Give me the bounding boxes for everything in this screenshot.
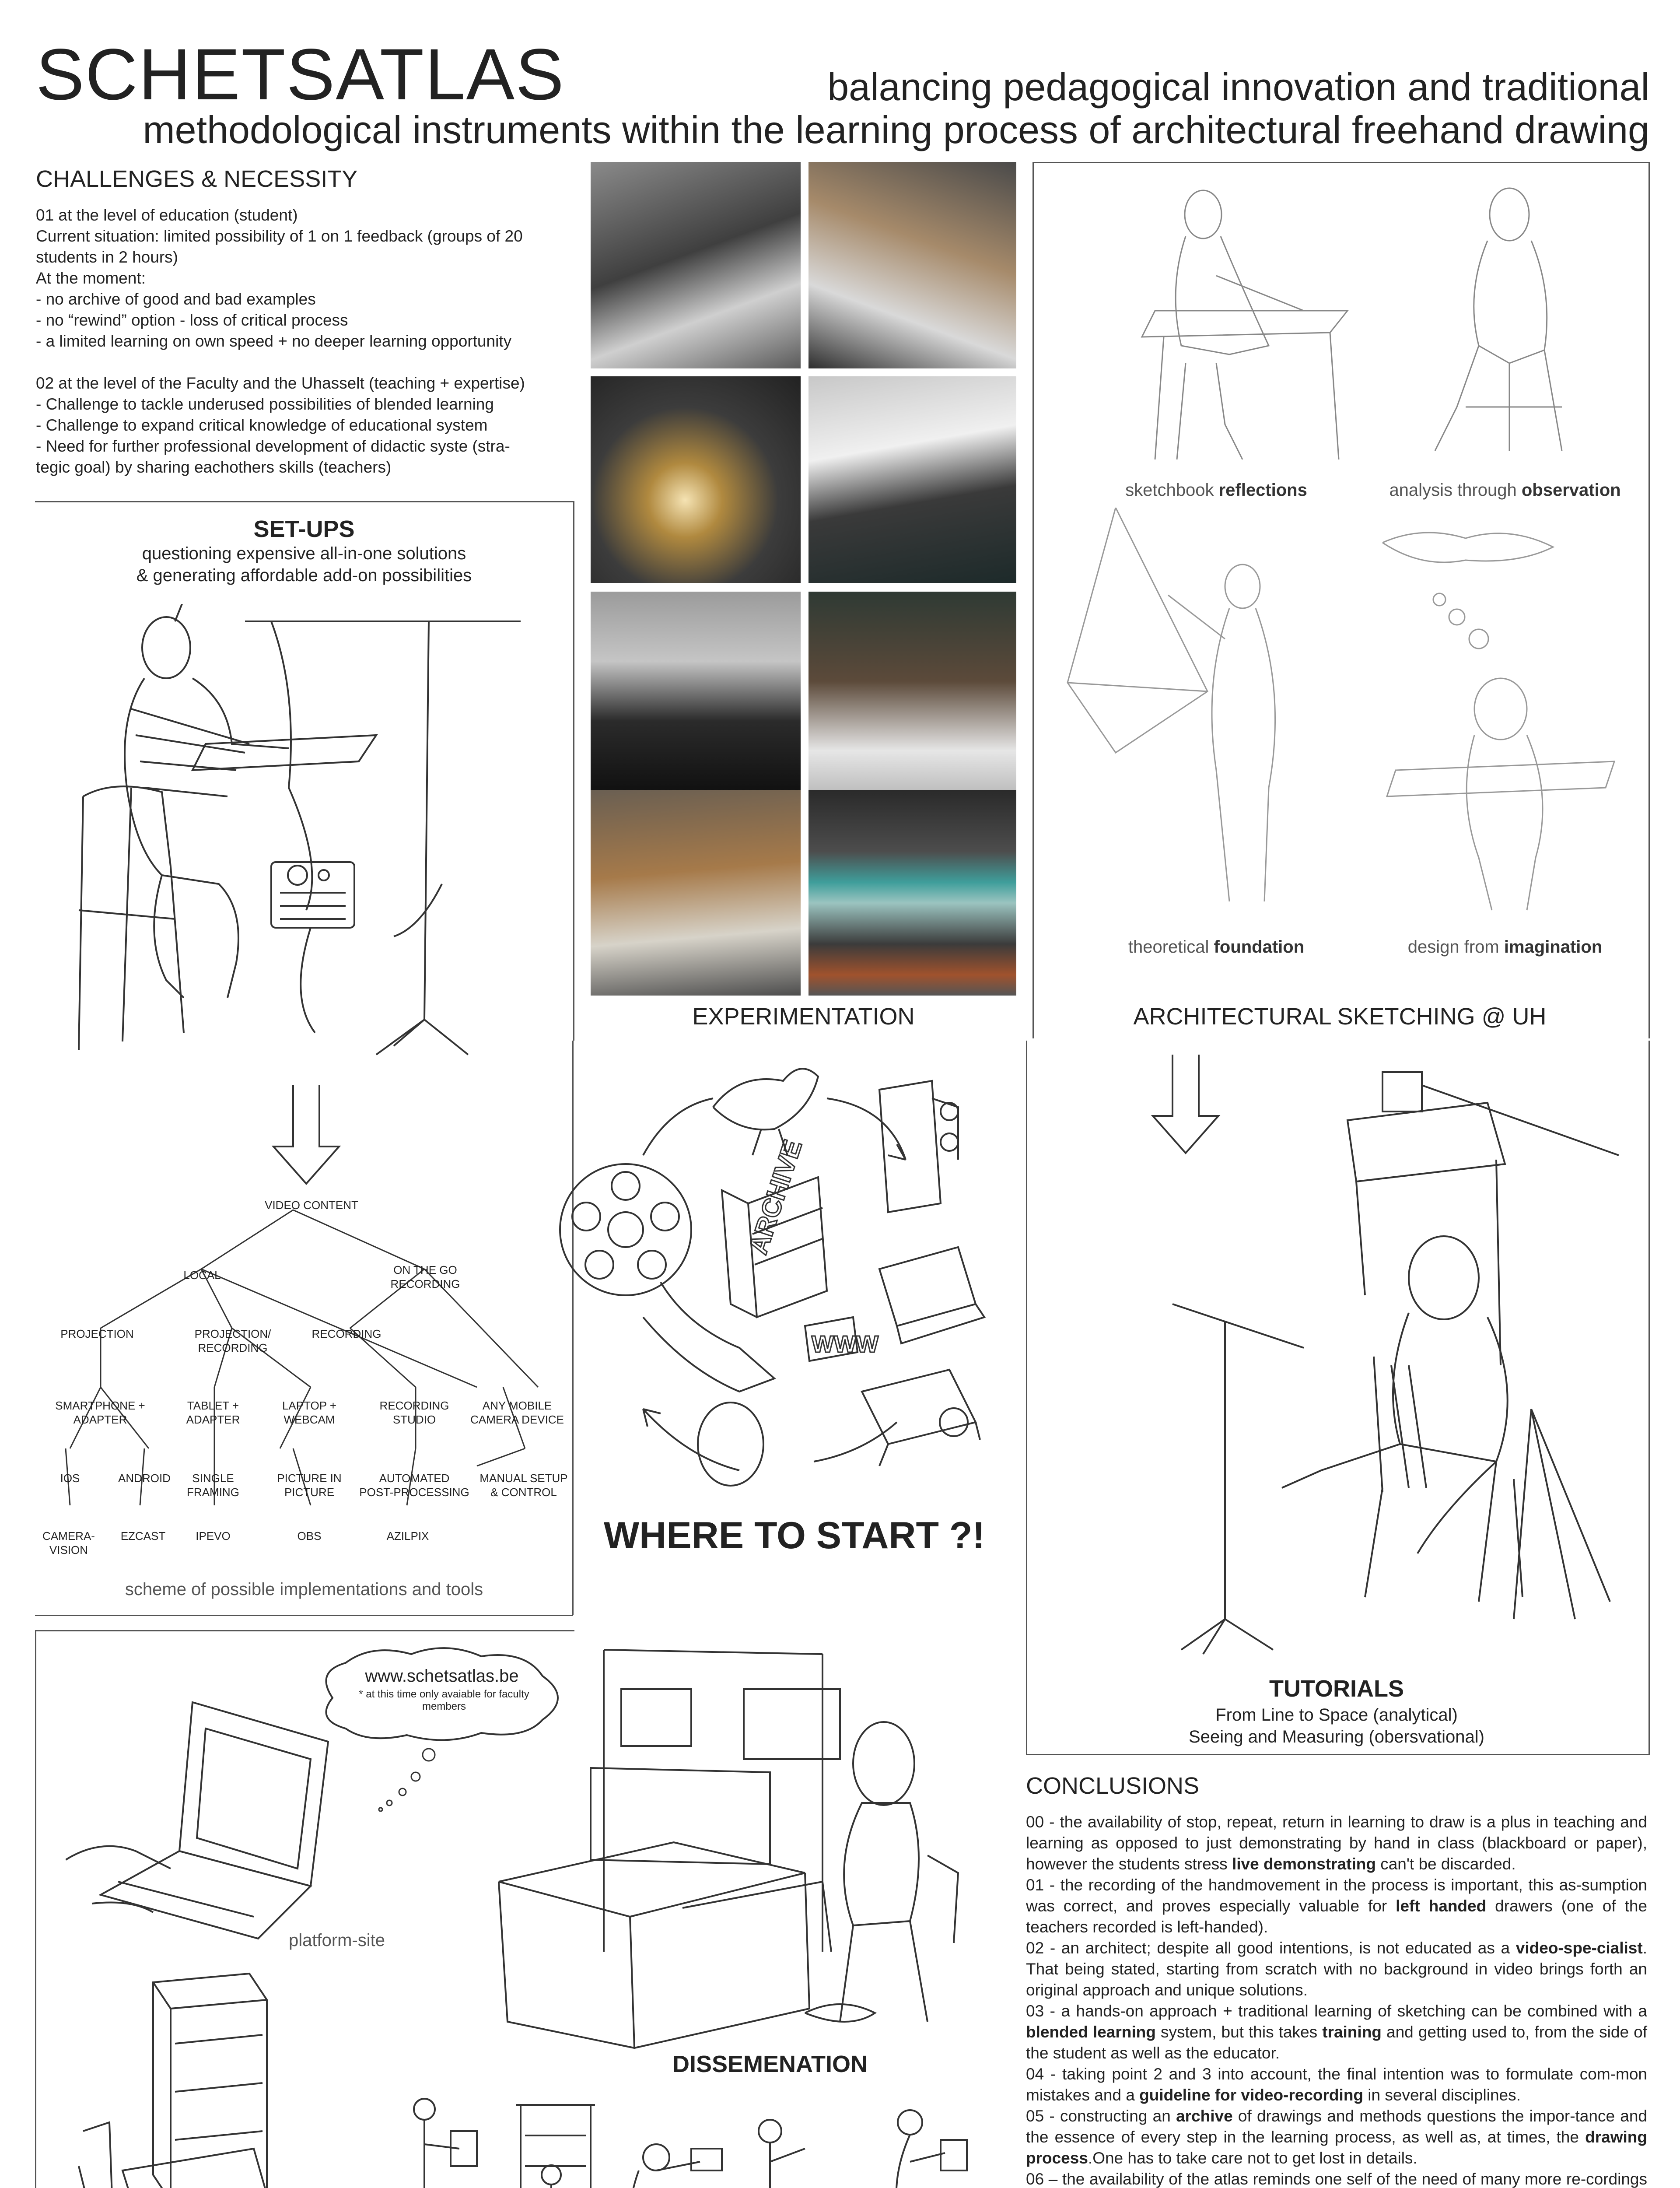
tutorials-line-1: From Line to Space (analytical) (1215, 1705, 1458, 1725)
tree-node-tablet (186, 1399, 240, 1427)
tree-node-pip-l2: PICTURE (284, 1486, 335, 1499)
tree-node-cam-l2: VISION (49, 1543, 88, 1557)
tree-node-pip-l1: PICTURE IN (277, 1472, 342, 1485)
tree-node-pip (277, 1471, 341, 1499)
tree-node-single-l1: SINGLE (192, 1472, 234, 1485)
challenges-line: 02 at the level of the Faculty and the Uhasselt (teaching + expertise) (36, 374, 525, 392)
photo-setup-6 (808, 592, 1016, 791)
setups-line-2: & generating affordable add-on possibilities (136, 566, 472, 585)
tree-node-root: VIDEO CONTENT (265, 1199, 358, 1212)
caption-imagination (1365, 937, 1645, 957)
caption-observation-bold: observation (1521, 480, 1621, 500)
conclusion-emphasis: blended learning (1026, 2023, 1156, 2041)
challenges-line: 01 at the level of education (student) (36, 206, 298, 224)
tree-node-single-framing (187, 1471, 239, 1499)
tree-node-on-the-go (391, 1263, 460, 1291)
caption-foundation-bold: foundation (1214, 937, 1305, 957)
photo-setup-4 (808, 376, 1016, 583)
challenges-line (36, 352, 578, 373)
conclusion-paragraph: 01 - the recording of the handmovement in the process is important, this as-sumption was correct, and proves especially valuable for left handed drawers (one of the teachers recorded is left-handed). (1026, 1876, 1647, 1936)
tree-node-studio-l2: STUDIO (392, 1413, 436, 1426)
down-arrow-icon (271, 1085, 341, 1186)
workstation-drawing (490, 1637, 1015, 2057)
tree-node-auto-l2: POST-PROCESSING (359, 1486, 469, 1499)
poster-subtitle (143, 66, 1649, 151)
photo-setup-2 (808, 162, 1016, 368)
experimentation-caption: EXPERIMENTATION (692, 1003, 915, 1030)
subtitle-line-1: balancing pedagogical innovation and traditional (827, 65, 1649, 109)
protocol-figures-drawing (394, 2096, 1006, 2188)
challenges-line: tegic goal) by sharing eachothers skills (teachers) (36, 458, 392, 476)
tree-node-tablet-l2: ADAPTER (186, 1413, 240, 1426)
tree-node-ios: IOS (60, 1472, 80, 1485)
conclusions-heading: CONCLUSIONS (1026, 1773, 1200, 1799)
conclusion-paragraph: 05 - constructing an archive of drawings and methods questions the impor-tance and the essence of every step in the learning process, as well as, at times, the drawing process.One has to take care not to get lost in details. (1026, 2107, 1647, 2167)
caption-imagination-bold: imagination (1504, 937, 1603, 957)
arch-sketching-caption: ARCHITECTURAL SKETCHING @ UH (1133, 1003, 1547, 1030)
tree-node-obs: OBS (297, 1529, 322, 1543)
tree-node-projection: PROJECTION (60, 1327, 134, 1340)
conclusions-text (1026, 1812, 1647, 2188)
cycle-drawing (556, 1046, 1015, 1510)
photo-setup-1 (591, 162, 801, 368)
conclusion-paragraph: 02 - an architect; despite all good intentions, is not educated as a video-spe-cialist. That being stated, starting from scratch with no background in video brings forth an original approach and unique solutions. (1026, 1939, 1647, 1999)
archive-word: ARCHIVE (743, 1136, 808, 1258)
tree-node-manual-l2: & CONTROL (490, 1486, 557, 1499)
tree-node-cameravision (42, 1529, 95, 1557)
challenges-text (36, 205, 578, 478)
challenges-line: - no “rewind” option - loss of critical process (36, 311, 348, 329)
platform-caption: platform-site (288, 1931, 385, 1950)
tree-node-ipevo: IPEVO (196, 1529, 231, 1543)
sketch-reflections-drawing (1085, 179, 1365, 477)
digital-archive-drawing (66, 1965, 346, 2188)
platform-url-note: * at this time only avaiable for faculty members (359, 1688, 529, 1712)
tree-node-projection-recording (195, 1327, 271, 1355)
photo-setup-8 (808, 790, 1016, 996)
sketch-observation-drawing (1378, 179, 1641, 477)
challenges-line: Current situation: limited possibility of 1 on 1 feedback (groups of 20 (36, 227, 523, 245)
tree-node-android: ANDROID (118, 1472, 171, 1485)
setups-line-1: questioning expensive all-in-one solutions (142, 544, 466, 563)
tree-node-local: LOCAL (183, 1269, 221, 1282)
conclusion-emphasis: video-spe-cialist (1516, 1939, 1643, 1957)
tutorials-title: TUTORIALS (1269, 1676, 1404, 1702)
challenges-heading: CHALLENGES & NECESSITY (36, 166, 358, 192)
setup-drawing-sketch (61, 604, 551, 1063)
tree-node-ezcast: EZCAST (120, 1529, 166, 1543)
challenges-line: At the moment: (36, 269, 146, 287)
photo-setup-3 (591, 376, 801, 583)
tree-node-tablet-l1: TABLET + (187, 1399, 239, 1412)
poster-title: SCHETSATLAS (36, 34, 565, 115)
tree-node-manual (480, 1471, 567, 1499)
tree-node-smartphone-l2: ADAPTER (73, 1413, 127, 1426)
tree-node-smartphone (55, 1399, 145, 1427)
thought-dots (376, 1746, 438, 1812)
subtitle-line-2: methodological instruments within the learning process of architectural freehand drawing (143, 108, 1649, 151)
conclusion-paragraph: 03 - a hands-on approach + traditional learning of sketching can be combined with a blended learning system, but this takes training and getting used to, from the side of the student as well as the educator. (1026, 2002, 1647, 2062)
tree-node-mobile-l1: ANY MOBILE (482, 1399, 552, 1412)
tree-node-smartphone-l1: SMARTPHONE + (55, 1399, 145, 1412)
conclusion-emphasis: drawing process (1026, 2128, 1647, 2167)
caption-reflections-pre: sketchbook (1125, 480, 1219, 500)
challenges-line: - no archive of good and bad examples (36, 290, 316, 308)
conclusion-emphasis: live demonstrating (1232, 1855, 1376, 1873)
tree-node-mobile (470, 1399, 564, 1427)
conclusion-emphasis: left handed (1396, 1897, 1487, 1915)
tutorials-line-2: Seeing and Measuring (obersvational) (1189, 1727, 1484, 1746)
platform-url[interactable]: www.schetsatlas.be (365, 1666, 519, 1686)
conclusion-emphasis: guideline for video-recording (1139, 2086, 1364, 2104)
tree-node-studio-l1: RECORDING (379, 1399, 449, 1412)
sketch-foundation-drawing (1059, 508, 1365, 923)
caption-reflections-bold: reflections (1218, 480, 1307, 500)
tree-node-laptop-l1: LAPTOP + (282, 1399, 337, 1412)
tree-node-cam-l1: CAMERA- (42, 1529, 95, 1543)
sketch-imagination-drawing (1369, 516, 1645, 923)
caption-observation-pre: analysis through (1389, 480, 1522, 500)
tree-caption: scheme of possible implementations and tools (125, 1580, 483, 1599)
dissemination-title: DISSEMENATION (672, 2051, 868, 2077)
tree-node-azilpix: AZILPIX (386, 1529, 429, 1543)
tutorial-setup-drawing (1138, 1050, 1641, 1663)
laptop-drawing (66, 1694, 337, 1947)
setups-subtitle (35, 543, 573, 586)
tree-node-auto-l1: AUTOMATED (379, 1472, 450, 1485)
tree-node-studio (380, 1399, 449, 1427)
tree-node-projrec-l2: RECORDING (198, 1341, 268, 1354)
caption-foundation-pre: theoretical (1128, 937, 1214, 957)
tree-node-recording: RECORDING (312, 1327, 382, 1340)
conclusion-emphasis: training (1322, 2023, 1382, 2041)
challenges-line: students in 2 hours) (36, 248, 178, 266)
tree-node-single-l2: FRAMING (187, 1486, 239, 1499)
caption-reflections (1059, 480, 1374, 500)
challenges-line: - a limited learning on own speed + no deeper learning opportunity (36, 332, 512, 350)
tree-node-laptop-l2: WEBCAM (284, 1413, 335, 1426)
challenges-line: - Challenge to tackle underused possibilities of blended learning (36, 395, 494, 413)
conclusion-paragraph: 06 – the availability of the atlas reminds one self of the need of many more re-cordings (1026, 2170, 1647, 2188)
challenges-line: - Challenge to expand critical knowledge of educational system (36, 416, 488, 434)
tree-node-automated (359, 1471, 469, 1499)
conclusion-paragraph: 00 - the availability of stop, repeat, return in learning to draw is a plus in teaching and learning as opposed to just demonstrating by hand in class (blackboard or paper), however the students stress live demonstrating can't be discarded. (1026, 1813, 1647, 1873)
where-to-start-heading: WHERE TO START ?! (604, 1515, 985, 1557)
conclusion-emphasis: archive (1176, 2107, 1233, 2125)
www-word: WWW (812, 1331, 878, 1357)
setups-title: SET-UPS (253, 516, 355, 542)
tree-node-manual-l1: MANUAL SETUP (480, 1472, 568, 1485)
tree-node-on-the-go-l1: ON THE GO (393, 1263, 457, 1276)
tree-node-projrec-l1: PROJECTION/ (194, 1327, 271, 1340)
tree-divider (35, 1615, 573, 1616)
conclusion-paragraph: 04 - taking point 2 and 3 into account, the final intention was to formulate com-mon mistakes and a guideline for video-recording in several disciplines. (1026, 2065, 1647, 2104)
photo-setup-5 (591, 592, 801, 791)
tree-node-mobile-l2: CAMERA DEVICE (470, 1413, 564, 1426)
caption-observation (1365, 480, 1645, 500)
caption-imagination-pre: design from (1407, 937, 1504, 957)
tree-node-laptop (282, 1399, 336, 1427)
challenges-line: - Need for further professional development of didactic syste (stra- (36, 437, 510, 455)
photo-setup-7 (591, 790, 801, 996)
tutorials-subtitle (1026, 1704, 1647, 1748)
tree-node-on-the-go-l2: RECORDING (390, 1277, 460, 1290)
caption-foundation (1059, 937, 1374, 957)
